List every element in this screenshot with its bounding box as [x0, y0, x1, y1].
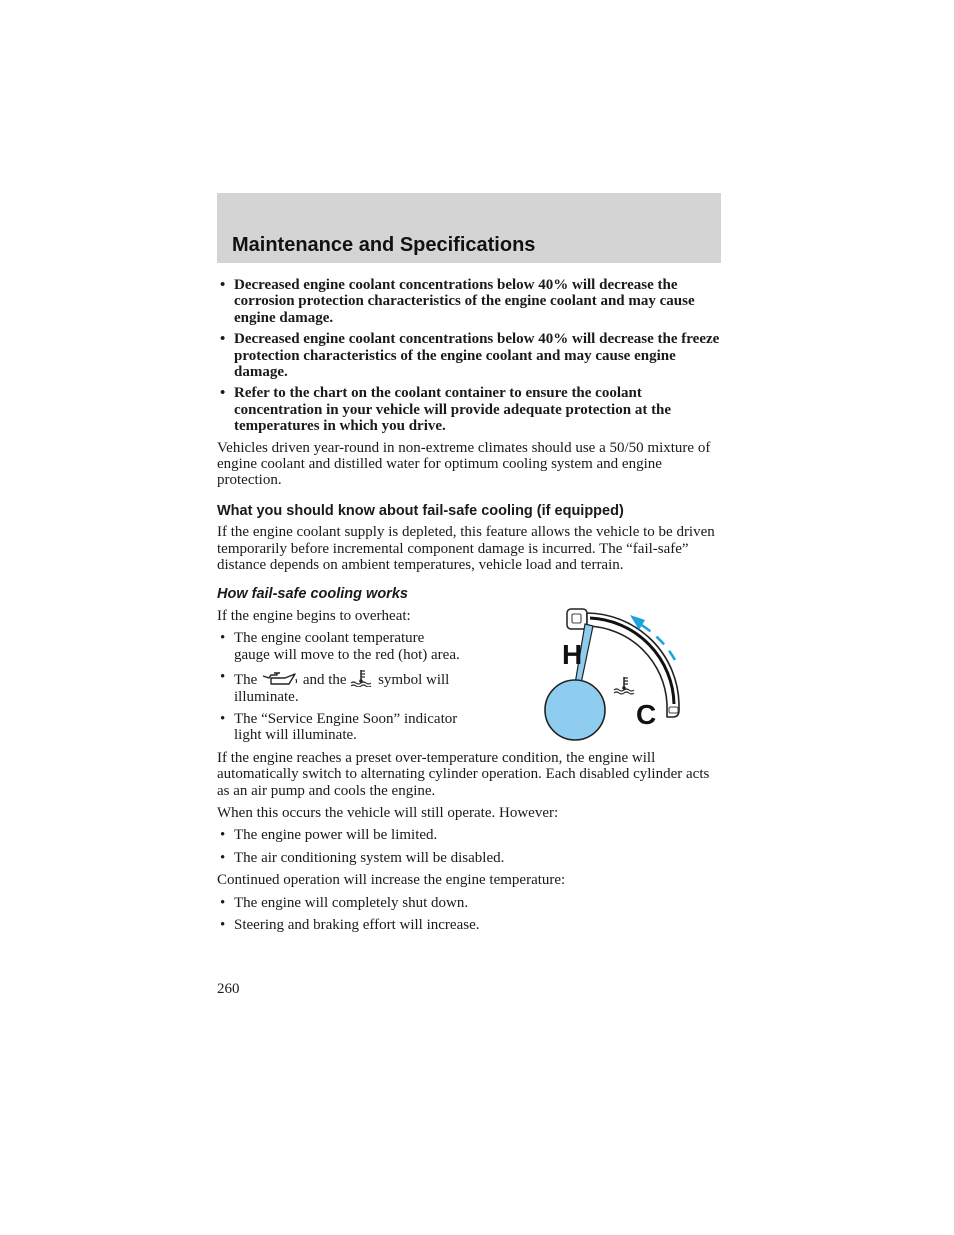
fail-safe-paragraph: If the engine coolant supply is depleted, this feature allows the vehicle to be driven temporarily before incremental component damage is incurred. The “fail-safe” distance depends on ambient temperatures, vehicle load and terrain.: [217, 524, 715, 574]
list-item: • The engine coolant temperature gauge will move to the red (hot) area.: [217, 630, 462, 663]
list-item: • The air conditioning system will be disabled.: [217, 850, 721, 866]
section-title: Maintenance and Specifications: [232, 234, 536, 256]
continued-paragraph: Continued operation will increase the engine temperature:: [217, 872, 566, 889]
intro-paragraph: Vehicles driven year-round in non-extreme climates should use a 50/50 mixture of engine coolant and distilled water for optimum cooling system and engine protection.: [217, 439, 711, 489]
continued-list: [217, 895, 721, 934]
overheat-intro: If the engine begins to overheat:: [217, 607, 411, 624]
page-content: [217, 277, 721, 939]
warning-item: • Decreased engine coolant concentrations below 40% will decrease the corrosion protection characteristics of the engine coolant and may cause engine damage.: [217, 277, 721, 326]
overheat-section: [217, 608, 721, 744]
hot-label: H: [562, 638, 583, 670]
list-item: • The and the symbol will illuminate.: [217, 669, 462, 705]
fail-safe-heading: What you should know about fail-safe cooling (if equipped): [217, 502, 624, 519]
list-item: • The “Service Engine Soon” indicator light will illuminate.: [217, 711, 462, 744]
coolant-temperature-icon: [350, 669, 374, 687]
coolant-temperature-icon: [614, 677, 634, 694]
operate-list: [217, 827, 721, 866]
temperature-gauge: [543, 608, 693, 748]
list-item: • Steering and braking effort will increase.: [217, 917, 721, 933]
list-item: • The engine will completely shut down.: [217, 895, 721, 911]
page-number: 260: [217, 981, 240, 997]
overheat-text: [217, 608, 462, 744]
how-it-works-heading: How fail-safe cooling works: [217, 585, 408, 602]
cold-label: C: [636, 698, 657, 730]
warning-item: • Refer to the chart on the coolant container to ensure the coolant concentration in your vehicle will provide adequate protection at the temperatures in which you drive.: [217, 385, 721, 434]
oil-can-icon: [261, 671, 299, 687]
warning-list: [217, 277, 721, 435]
list-item: • The engine power will be limited.: [217, 827, 721, 843]
overheat-list: [217, 630, 462, 743]
over-temp-paragraph: If the engine reaches a preset over-temperature condition, the engine will automatically switch to alternating cylinder operation. Each disabled cylinder acts as an air pump and cools the engine.: [217, 749, 710, 799]
warning-item: • Decreased engine coolant concentrations below 40% will decrease the freeze protection characteristics of the engine coolant and may cause engine damage.: [217, 331, 721, 380]
still-operate-paragraph: When this occurs the vehicle will still operate. However:: [217, 804, 559, 821]
section-header-band: [217, 193, 721, 263]
